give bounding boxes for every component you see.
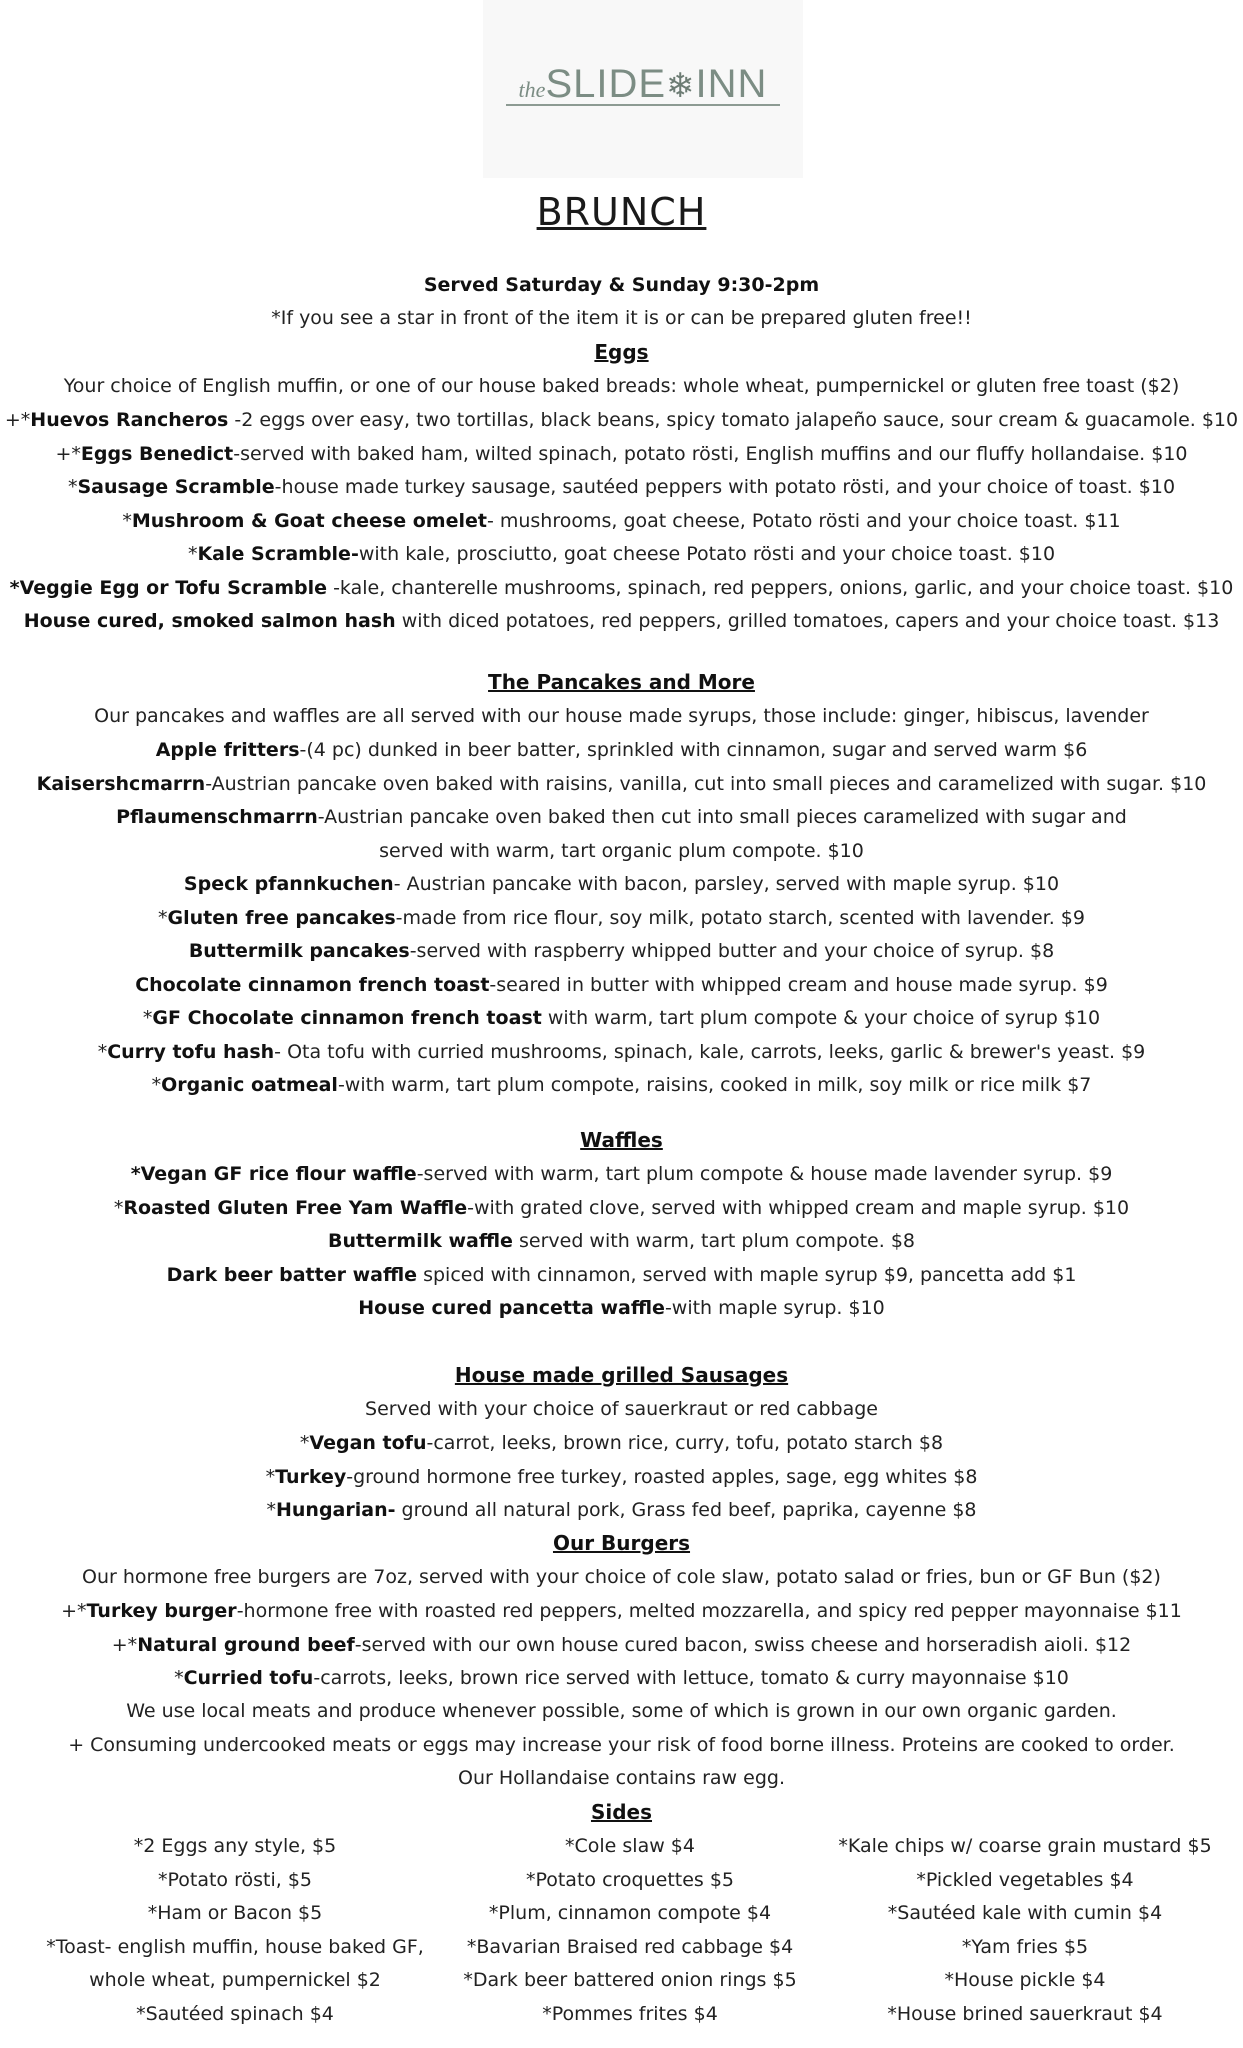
menu-item (0, 1430, 1243, 1456)
menu-item (0, 1161, 1243, 1187)
menu-item (0, 608, 1243, 634)
side-item: *Kale chips w/ coarse grain mustard $5 (838, 1835, 1212, 1857)
menu-item-description: -(4 pc) dunked in beer batter, sprinkled with cinnamon, sugar and served warm $6 (299, 739, 1088, 761)
side-item: *Plum, cinnamon compote $4 (488, 1902, 772, 1924)
menu-item (0, 1039, 1243, 1065)
menu-item-marker: * (299, 1432, 310, 1454)
menu-item (0, 737, 1243, 763)
menu-item (0, 804, 1243, 830)
menu-item-description: -served with baked ham, wilted spinach, potato rösti, English muffins and our fluffy hollandaise. $10 (233, 442, 1188, 465)
note-hollandaise: Our Hollandaise contains raw egg. (458, 1767, 785, 1789)
menu-item (0, 508, 1243, 534)
burgers-intro: Our hormone free burgers are 7oz, served with your choice of cole slaw, potato salad or fries, bun or GF Bun ($2) (82, 1566, 1161, 1588)
menu-item-description: -served with warm, tart plum compote & house made lavender syrup. $9 (416, 1163, 1113, 1185)
menu-item (0, 474, 1243, 500)
menu-item-marker: * (142, 1007, 153, 1029)
menu-item (0, 1228, 1243, 1254)
menu-item (0, 1632, 1243, 1658)
logo-name-part2: INN (695, 62, 768, 106)
side-item: *Potato rösti, $5 (157, 1868, 312, 1891)
menu-item-name: Mushroom & Goat cheese omelet (131, 509, 487, 532)
menu-item-name: Chocolate cinnamon french toast (135, 973, 490, 996)
menu-item-description: -carrots, leeks, brown rice served with lettuce, tomato & curry mayonnaise $10 (313, 1667, 1069, 1689)
menu-item-name: Huevos Rancheros (30, 409, 229, 431)
menu-item (0, 575, 1243, 601)
menu-item-description: - Austrian pancake with bacon, parsley, served with maple syrup. $10 (393, 873, 1060, 895)
menu-item-name: GF Chocolate cinnamon french toast (152, 1007, 542, 1029)
menu-item-name: Turkey (275, 1465, 347, 1488)
menu-item-name: House cured pancetta waffle (358, 1297, 665, 1319)
menu-item-name: Vegan tofu (309, 1432, 427, 1454)
menu-item-description: with warm, tart plum compote & your choice of syrup $10 (541, 1007, 1101, 1029)
menu-item (0, 541, 1243, 567)
menu-item-name: Hungarian- (275, 1499, 396, 1521)
menu-item-name: Roasted Gluten Free Yam Waffle (123, 1196, 468, 1219)
menu-item-description: -with grated clove, served with whipped cream and maple syrup. $10 (467, 1196, 1130, 1219)
side-item: *Toast- english muffin, house baked GF, (46, 1935, 424, 1958)
menu-item-marker: +* (61, 1600, 87, 1622)
waffles-heading: Waffles (580, 1128, 663, 1152)
menu-item-name: Curry tofu hash (107, 1040, 275, 1063)
side-item: *Potato croquettes $5 (525, 1868, 735, 1891)
menu-item-description: - Ota tofu with curried mushrooms, spinach, kale, carrots, leeks, garlic & brewer's yeast. $9 (274, 1040, 1146, 1063)
menu-item-name: Buttermilk pancakes (188, 940, 410, 962)
menu-item (0, 1295, 1243, 1321)
menu-item (0, 1262, 1243, 1288)
menu-item-name: Sausage Scramble (77, 476, 275, 498)
side-item: *Bavarian Braised red cabbage $4 (466, 1935, 794, 1958)
side-item: *Pickled vegetables $4 (916, 1868, 1134, 1891)
sausages-intro: Served with your choice of sauerkraut or red cabbage (365, 1398, 878, 1420)
menu-item-description: -seared in butter with whipped cream and house made syrup. $9 (489, 973, 1108, 996)
menu-item (0, 1464, 1243, 1490)
menu-item-marker: * (174, 1667, 184, 1689)
menu-item (0, 905, 1243, 931)
menu-item-description: served with warm, tart organic plum compote. $10 (379, 839, 864, 862)
menu-item-marker: * (151, 1074, 162, 1096)
side-item: *House brined sauerkraut $4 (887, 2002, 1163, 2025)
menu-item-marker: * (67, 476, 78, 498)
side-item: whole wheat, pumpernickel $2 (89, 1969, 381, 1991)
menu-item-marker: * (266, 1499, 276, 1521)
menu-item (0, 441, 1243, 467)
eggs-intro: Your choice of English muffin, or one of our house baked breads: whole wheat, pumpernickel or gluten free toast ($2) (63, 375, 1180, 397)
logo-underline (506, 104, 780, 106)
menu-item-name: Buttermilk waffle (327, 1230, 513, 1252)
menu-item-description: -served with raspberry whipped butter and your choice of syrup. $8 (409, 940, 1055, 962)
menu-item-description: with kale, prosciutto, goat cheese Potato rösti and your choice toast. $10 (358, 543, 1056, 565)
menu-item-name: Kale Scramble- (197, 543, 359, 565)
menu-item-name: Turkey burger (86, 1600, 237, 1622)
side-item: *Cole slaw $4 (565, 1835, 695, 1857)
menu-item-description: ground all natural pork, Grass fed beef, paprika, cayenne $8 (395, 1499, 977, 1521)
note-local: We use local meats and produce whenever possible, some of which is grown in our own organic garden. (126, 1700, 1117, 1722)
logo-prefix: the (518, 77, 546, 102)
menu-item-name: Curried tofu (183, 1667, 314, 1689)
menu-item-marker: * (158, 906, 168, 929)
menu-item-marker: * (97, 1040, 108, 1063)
menu-item (0, 771, 1243, 797)
gluten-free-note: *If you see a star in front of the item it is or can be prepared gluten free!! (271, 307, 972, 329)
menu-item-description: -hormone free with roasted red peppers, melted mozzarella, and spicy red pepper mayonnaise $11 (236, 1600, 1182, 1622)
menu-item-marker: * (265, 1465, 276, 1488)
side-item: *Sautéed spinach $4 (136, 2002, 334, 2025)
logo-text (483, 62, 803, 107)
menu-item-description: served with warm, tart plum compote. $8 (512, 1230, 916, 1252)
sides-heading: Sides (590, 1800, 653, 1824)
served-hours: Served Saturday & Sunday 9:30-2pm (423, 274, 820, 296)
menu-item (0, 407, 1243, 433)
menu-item-description: spiced with cinnamon, served with maple syrup $9, pancetta add $1 (417, 1263, 1077, 1286)
menu-item-description: -with maple syrup. $10 (664, 1297, 885, 1319)
side-item: *Yam fries $5 (961, 1935, 1089, 1958)
side-item: *Sautéed kale with cumin $4 (887, 1902, 1163, 1924)
menu-item-name: Organic oatmeal (161, 1074, 338, 1096)
menu-item (0, 871, 1243, 897)
menu-item-description: -house made turkey sausage, sautéed peppers with potato rösti, and your choice of toast. $10 (274, 476, 1176, 498)
menu-item-name: Gluten free pancakes (167, 906, 396, 929)
menu-item-name: Apple fritters (155, 739, 300, 761)
menu-item (0, 1665, 1243, 1691)
menu-item-name: Eggs Benedict (80, 442, 234, 465)
menu-item-marker: +* (55, 442, 81, 465)
menu-item-description: - mushrooms, goat cheese, Potato rösti and your choice toast. $11 (486, 509, 1121, 532)
menu-item-name: Pflaumenschmarrn (116, 806, 318, 828)
menu-item-marker: +* (4, 409, 31, 431)
side-item: *Dark beer battered onion rings $5 (463, 1969, 797, 1991)
menu-item-description: -2 eggs over easy, two tortillas, black beans, spicy tomato jalapeño sauce, sour cream & guacamole. $10 (228, 409, 1239, 431)
menu-item-description: with diced potatoes, red peppers, grilled tomatoes, capers and your choice toast. $13 (395, 610, 1220, 632)
menu-item-marker: * (122, 509, 132, 532)
logo-name-part1: SLIDE (545, 62, 667, 106)
menu-item (0, 972, 1243, 998)
menu-item (0, 1072, 1243, 1098)
eggs-heading: Eggs (594, 340, 649, 364)
menu-item (0, 1005, 1243, 1031)
side-item: *Pommes frites $4 (542, 2002, 718, 2025)
menu-item-name: Kaisershcmarrn (36, 772, 206, 795)
menu-item-description: -carrot, leeks, brown rice, curry, tofu, potato starch $8 (426, 1432, 944, 1454)
menu-item-description: -ground hormone free turkey, roasted apples, sage, egg whites $8 (346, 1465, 978, 1488)
menu-item (0, 1497, 1243, 1523)
note-undercooked: + Consuming undercooked meats or eggs may increase your risk of food borne illness. Proteins are cooked to order. (68, 1734, 1175, 1756)
page-title: BRUNCH (536, 190, 707, 234)
menu-item-name: Natural ground beef (137, 1633, 355, 1656)
menu-item (0, 1195, 1243, 1221)
menu-item-name: *Veggie Egg or Tofu Scramble (9, 576, 328, 599)
burgers-heading: Our Burgers (552, 1531, 691, 1555)
menu-item-marker: +* (111, 1633, 138, 1656)
logo (483, 0, 803, 178)
menu-item-description: -Austrian pancake oven baked then cut into small pieces caramelized with sugar and (317, 806, 1127, 828)
menu-item (0, 838, 1243, 864)
menu-item (0, 938, 1243, 964)
side-item: *2 Eggs any style, $5 (133, 1835, 337, 1857)
menu-item-marker: * (187, 543, 198, 565)
side-item: *House pickle $4 (944, 1969, 1106, 1991)
menu-item-name: Dark beer batter waffle (166, 1263, 418, 1286)
menu-item-description: -served with our own house cured bacon, swiss cheese and horseradish aioli. $12 (354, 1633, 1132, 1656)
menu-item-marker: * (113, 1196, 124, 1219)
menu-item-description: -Austrian pancake oven baked with raisins, vanilla, cut into small pieces and caramelized with sugar. $10 (205, 772, 1207, 795)
pancakes-intro: Our pancakes and waffles are all served with our house made syrups, those include: ginger, hibiscus, lavender (94, 705, 1149, 727)
pancakes-heading: The Pancakes and More (488, 670, 755, 694)
side-item: *Ham or Bacon $5 (147, 1902, 323, 1924)
menu-item-description: -kale, chanterelle mushrooms, spinach, red peppers, onions, garlic, and your choice toast. $10 (327, 576, 1234, 599)
sausages-heading: House made grilled Sausages (454, 1363, 789, 1387)
menu-item-description: -made from rice flour, soy milk, potato starch, scented with lavender. $9 (395, 906, 1085, 929)
menu-item-name: *Vegan GF rice flour waffle (130, 1163, 417, 1185)
menu-item-name: Speck pfannkuchen (183, 873, 394, 895)
snowflake-icon: ❄ (666, 67, 696, 105)
menu-item (0, 1598, 1243, 1624)
menu-item-description: -with warm, tart plum compote, raisins, cooked in milk, soy milk or rice milk $7 (337, 1074, 1092, 1096)
menu-item-name: House cured, smoked salmon hash (23, 610, 396, 632)
